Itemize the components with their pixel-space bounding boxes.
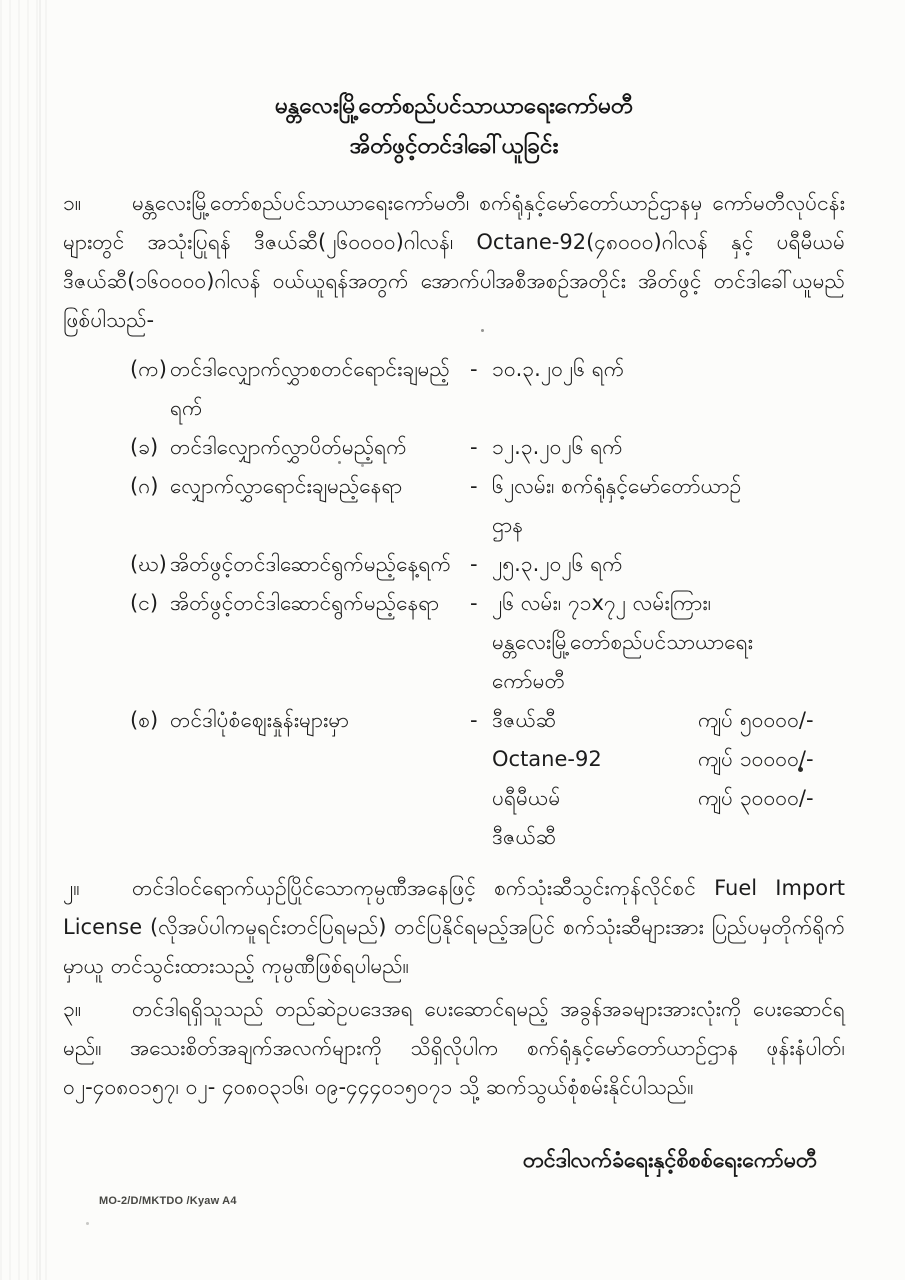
value-line: ၂၅.၃.၂၀၂၆ ရက် xyxy=(492,552,623,576)
document-body xyxy=(63,0,845,1107)
footer-reference-code: MO-2/D/MKTDO /Kyaw A4 xyxy=(99,1195,237,1207)
price-row-premium-diesel xyxy=(492,779,845,818)
schedule-row-kha xyxy=(130,428,845,467)
fuel-name: ဒီဇယ်ဆီ xyxy=(492,708,557,732)
fuel-name: ပရီမီယမ် xyxy=(492,786,561,810)
row-dash: - xyxy=(470,357,478,381)
row-label: (စ) xyxy=(130,708,159,732)
tender-close-date-label: တင်ဒါလျှောက်လွှာပိတ်မည့်ရက် xyxy=(170,435,407,459)
value-line: ကော်မတီ xyxy=(492,669,566,693)
paragraph-2-text: တင်ဒါဝင်ရောက်ယှဉ်ပြိုင်သောကုမ္ပဏီအနေဖြင့် စက်သုံးဆီသွင်းကုန်လိုင်စင် Fuel Import License (လိုအပ်ပါကမူရင်းတင်ပြရမည်) တင်ပြနိုင်ရမည့်အပြင် စက်သုံးဆီများအား ပြည်ပမှတိုက်ရိုက်မှာယူ တင်သွင်းထားသည့် ကုမ္ပဏီဖြစ်ရပါမည်။ xyxy=(63,876,845,978)
value-line: ၂၆ လမ်း၊ ၇၁x၇၂ လမ်းကြား၊ xyxy=(492,591,712,615)
paragraph-3 xyxy=(63,990,845,1107)
row-dash: - xyxy=(470,591,478,615)
value-line: ဌာန xyxy=(492,513,524,537)
tender-sale-start-label: တင်ဒါလျှောက်လွှာစတင်ရောင်းချမည့်ရက် xyxy=(170,357,450,420)
tender-sale-start-value xyxy=(492,350,845,389)
title-line-tender-invitation: အိတ်ဖွင့်တင်ဒါခေါ်ယူခြင်း xyxy=(349,133,559,159)
row-dash: - xyxy=(470,435,478,459)
tender-opening-place-label: အိတ်ဖွင့်တင်ဒါဆောင်ရွက်မည့်နေရာ xyxy=(170,591,440,615)
row-label: (က) xyxy=(130,357,167,381)
paragraph-3-text: တင်ဒါရရှိသူသည် တည်ဆဲဥပဒေအရ ပေးဆောင်ရမည့် အခွန်အခများအားလုံးကို ပေးဆောင်ရမည်။ အသေးစိတ်အချက်အလက်များကို သိရှိလိုပါက စက်ရုံနှင့်မော်တော်ယာဉ်ဌာန ဖုန်းနံပါတ်၊ ၀၂-၄၀၈၀၁၅၇၊ ၀၂- ၄၀၈၀၃၁၆၊ ၀၉-၄၄၄၀၁၅၀၇၁ သို့ ဆက်သွယ်စုံစမ်းနိုင်ပါသည်။ xyxy=(63,997,845,1099)
application-sale-place-value xyxy=(492,467,845,545)
row-dash: - xyxy=(470,708,478,732)
tender-opening-place-value xyxy=(492,584,845,701)
fuel-price: ကျပ် ၅၀၀၀၀/- xyxy=(698,708,814,732)
paragraph-1-text: မန္တလေးမြို့တော်စည်ပင်သာယာရေးကော်မတီ၊ စက်ရုံနှင့်မော်တော်ယာဉ်ဌာနမှ ကော်မတီလုပ်ငန်းများတွင် အသုံးပြုရန် ဒီဇယ်ဆီ(၂၆၀၀၀၀)ဂါလန်၊ Octane-92(၄၈၀၀၀)ဂါလန် နှင့် ပရီမီယမ်ဒီဇယ်ဆီ(၁၆၀၀၀၀)ဂါလန် ဝယ်ယူရန်အတွက် အောက်ပါအစီအစဉ်အတိုင်း အိတ်ဖွင့် တင်ဒါခေါ်ယူမည် ဖြစ်ပါသည်- xyxy=(63,191,845,332)
scan-streak-artifact xyxy=(39,0,41,1280)
schedule-row-gha xyxy=(130,545,845,584)
schedule-row-ka xyxy=(130,350,845,428)
value-line: မန္တလေးမြို့တော်စည်ပင်သာယာရေး xyxy=(492,630,754,654)
fuel-price xyxy=(698,818,845,857)
schedule-row-ga xyxy=(130,467,845,545)
fuel-price: ကျပ် ၃၀၀၀၀/- xyxy=(698,786,814,810)
price-row-premium-diesel-cont xyxy=(492,818,845,857)
schedule-row-sa xyxy=(130,701,845,857)
row-label: (င) xyxy=(130,591,159,615)
scan-edge-artifact xyxy=(0,0,52,1280)
tender-opening-date-value xyxy=(492,545,845,584)
signature-committee: တင်ဒါလက်ခံရေးနှင့်စိစစ်ရေးကော်မတီ xyxy=(522,1148,817,1173)
row-dash: - xyxy=(470,474,478,498)
value-line: ၁၀.၃.၂၀၂၆ ရက် xyxy=(492,357,625,381)
paragraph-3-number: ၃။ xyxy=(63,997,82,1021)
tender-close-date-value xyxy=(492,428,845,467)
price-row-octane92 xyxy=(492,740,845,779)
row-dash: - xyxy=(470,552,478,576)
row-label: (ဃ) xyxy=(130,552,167,576)
row-label: (ခ) xyxy=(130,435,159,459)
fuel-name: ဒီဇယ်ဆီ xyxy=(492,825,557,849)
document-title xyxy=(63,86,845,166)
value-line: ၁၂.၃.၂၀၂၆ ရက် xyxy=(492,435,623,459)
fuel-name: Octane-92 xyxy=(492,747,602,771)
schedule-row-nga xyxy=(130,584,845,701)
title-line-committee: မန္တလေးမြို့တော်စည်ပင်သာယာရေးကော်မတီ xyxy=(275,93,633,119)
tender-form-price-table xyxy=(492,701,845,857)
paragraph-2 xyxy=(63,869,845,986)
application-sale-place-label: လျှောက်လွှာရောင်းချမည့်နေရာ xyxy=(170,474,403,498)
tender-form-price-label: တင်ဒါပုံစံဈေးနှုန်းများမှာ xyxy=(170,708,349,732)
row-label: (ဂ) xyxy=(130,474,159,498)
paragraph-1 xyxy=(63,184,845,340)
scan-speck xyxy=(86,1222,89,1225)
fuel-price: ကျပ် ၁၀၀၀၀/- xyxy=(698,747,814,771)
tender-opening-date-label: အိတ်ဖွင့်တင်ဒါဆောင်ရွက်မည့်နေ့ရက် xyxy=(170,552,451,576)
paragraph-2-number: ၂။ xyxy=(63,876,80,900)
paragraph-1-number: ၁။ xyxy=(63,191,82,215)
value-line: ၆၂လမ်း၊ စက်ရုံနှင့်မော်တော်ယာဉ် xyxy=(492,474,742,498)
tender-schedule-list xyxy=(130,350,845,857)
price-row-diesel xyxy=(492,701,845,740)
